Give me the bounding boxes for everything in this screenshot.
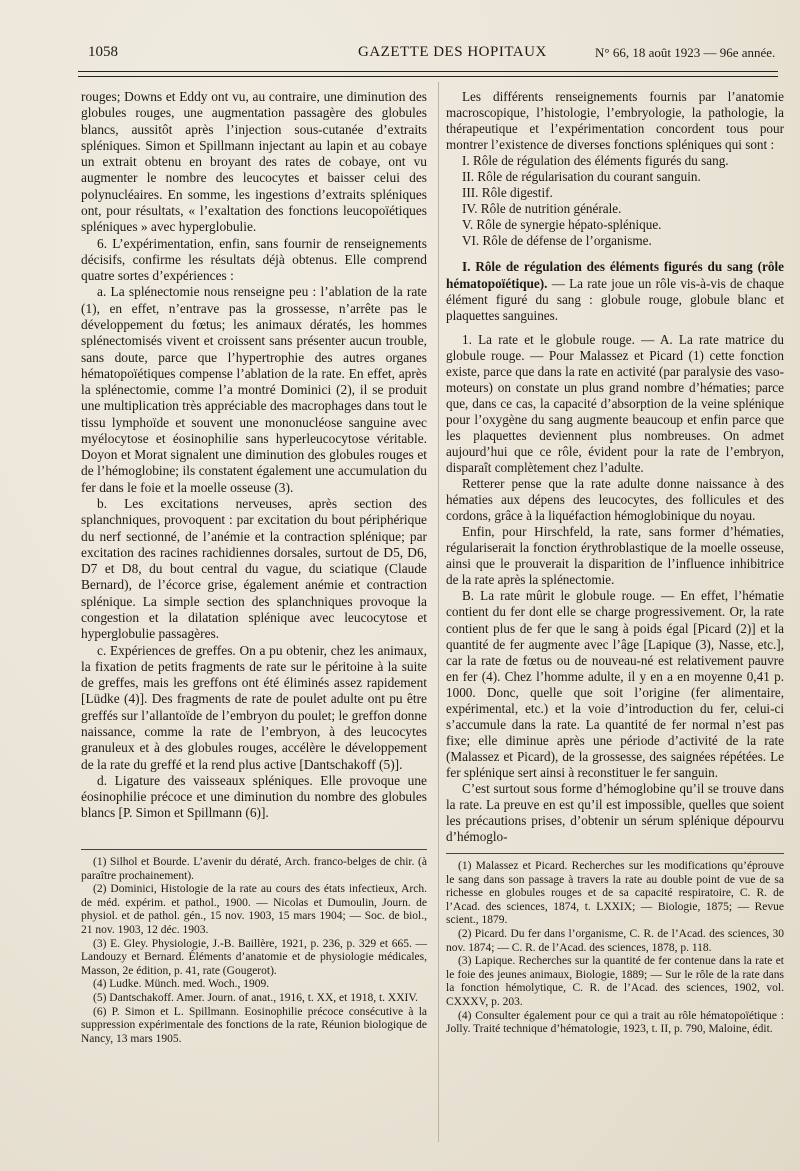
- footnote: (1) Silhol et Bourde. L’avenir du dératé, Arch. franco-belges de chir. (à paraître prochainement).: [81, 856, 427, 882]
- paragraph: B. La rate mûrit le globule rouge. — En effet, l’hématie contient du fer dont elle se charge progressivement. Or, la rate contient plus de fer que le sang à poids égal [Picard (2)] et la quantité de fer augmente avec l’âge [Lapique (3), Nasse, etc.], car la rate de fœtus ou de nouveau-né est relativement pauvre en fer (4). Chez l’homme adulte, il y en a en moyenne 0,41 p. 1000. Donc, quelle que soit l’origine (fer alimentaire, expérimental, etc.) et la voie d’introduction du fer, celui-ci s’accumule dans la rate. La quantité de fer normal n’est pas fixe; elle diminue après une période d’activité de la rate (Malassez et Picard), de la grossesse, des saignées répétées. Le fer splénique sert ainsi à reconstituer le fer sanguin.: [446, 588, 784, 780]
- journal-title: GAZETTE DES HOPITAUX: [358, 44, 547, 60]
- list-item: I. Rôle de régulation des éléments figurés du sang.: [462, 153, 729, 169]
- paragraph: Retterer pense que la rate adulte donne naissance à des hématies aux dépens des leucocytes, des follicules et des cordons, grâce à la liquéfaction hémoglobinique du noyau.: [446, 476, 784, 524]
- footnote: (2) Dominici, Histologie de la rate au cours des états infectieux, Arch. de méd. expérim. et pathol., 1900. — Nicolas et Dumoulin, Journ. de physiol. et de pathol. gén., 15 nov. 1903, 15 mars 1904; — Soc. de biol., 21 nov. 1903, 12 déc. 1903.: [81, 883, 427, 936]
- function-list: [446, 153, 784, 249]
- paragraph: C’est surtout sous forme d’hémoglobine qu’il se trouve dans la rate. La preuve en est qu’il est impossible, quelles que soient les précautions prises, d’obtenir un sérum splénique dépourvu d’hémoglo-: [446, 780, 784, 845]
- footnote: (3) E. Gley. Physiologie, J.-B. Baillère, 1921, p. 236, p. 329 et 665. — Landouzy et Bernard. Éléments d’anatomie et de physiologie médicales, Masson, 2e édition, p. 41, rate (Gougerot).: [81, 937, 427, 977]
- footnotes-right: [446, 860, 784, 1037]
- section-paragraph: [446, 259, 784, 323]
- list-item: III. Rôle digestif.: [462, 185, 553, 201]
- page-number: 1058: [88, 44, 118, 60]
- right-column: [446, 89, 784, 845]
- footnotes-left: [81, 856, 427, 1046]
- column-separator: [438, 82, 439, 1142]
- footnote: (6) P. Simon et L. Spillmann. Eosinophilie précoce consécutive à la suppression expérimentale des fonctions de la rate, Réunion biologique de Nancy, 13 mars 1905.: [81, 1005, 427, 1045]
- page-header: [88, 44, 778, 66]
- footnote: (2) Picard. Du fer dans l’organisme, C. R. de l’Acad. des sciences, 30 nov. 1874; — C. R. de l’Acad. des sciences, 1878, p. 118.: [446, 927, 784, 954]
- paragraph: b. Les excitations nerveuses, après section des splanchniques, provoquent : par excitation du bout périphérique du nerf sectionné, de l’anémie et la contraction splénique; par excitation des racines rachidiennes dorsales, surtout de D5, D6, D7 et D8, du bout central du vague, du sciatique (Claude Bernard), de l’écorce grise, également anémie et contraction splénique. La simple section des splanchniques provoque la congestion et la dilatation splénique avec leucocytose et hyperglobulie passagères.: [81, 496, 427, 642]
- footnote: (5) Dantschakoff. Amer. Journ. of anat., 1916, t. XX, et 1918, t. XXIV.: [93, 991, 419, 1004]
- paragraph: a. La splénectomie nous renseigne peu : l’ablation de la rate (1), en effet, n’entrave pas la grossesse, n’arrête pas le développement du fœtus; les animaux dératés, les hommes splénectomisés vivent et croissent sans présenter aucun trouble, sans doute, parce que l’hypertrophie des autres organes hématopoïétiques compense l’ablation de la rate. En effet, après la splénectomie, comme l’a montré Dominici (2), il se produit une multiplication très appréciable des macrophages dans tout le tissu lymphoïde et souvent une mononucléose sanguine avec myélocytose et éosinophilie sans hyperleucocytose véritable. Doyon et Morat signalent une diminution des globules rouges et de l’hémoglobine; ils constatent également une accumulation du fer dans le foie et la moelle osseuse (3).: [81, 284, 427, 495]
- list-item: V. Rôle de synergie hépato-splénique.: [462, 217, 662, 233]
- section-title: I. Rôle de régulation des éléments figurés du sang (rôle hématopoïétique).: [446, 259, 784, 291]
- left-column: [81, 89, 427, 822]
- intro-paragraph: Les différents renseignements fournis par l’anatomie macroscopique, l’histologie, l’embryologie, la pathologie, la thérapeutique et l’expérimentation concordent tous pour montrer l’existence de diverses fonctions spléniques qui sont :: [446, 89, 784, 153]
- footnote: (4) Consulter également pour ce qui a trait au rôle hématopoïétique : Jolly. Traité technique d’hématologie, 1923, t. II, p. 790, Maloine, édit.: [446, 1009, 784, 1036]
- list-item: IV. Rôle de nutrition générale.: [462, 201, 622, 217]
- header-rule-thin: [78, 76, 778, 77]
- section-intro: — La rate joue un rôle vis-à-vis de chaque élément figuré du sang : globule rouge, globule blanc et plaquettes sanguines.: [446, 275, 784, 323]
- paragraph: 1. La rate et le globule rouge. — A. La rate matrice du globule rouge. — Pour Malassez et Picard (1) cette fonction existe, parce que dans la rate en activité (par paralysie des vaso-moteurs) on constate un plus grand nombre d’hématies; parce que, dans ce cas, la capacité d’absorption de la veine splénique pour l’oxygène du sang augmente beaucoup et enfin parce que les plaquettes deviennent plus nombreuses. On admet aujourd’hui que ce rôle, évident pour la rate de l’embryon, disparaît complètement chez l’adulte.: [446, 331, 784, 476]
- footnote: (4) Ludke. Münch. med. Woch., 1909.: [93, 978, 270, 991]
- footnote-rule: [81, 849, 427, 850]
- header-rule: [78, 71, 778, 72]
- paragraph: rouges; Downs et Eddy ont vu, au contraire, une diminution des globules rouges, une augmentation passagère des globules blancs, aussitôt après l’injection sous-cutanée d’extraits spléniques. Simon et Spillmann injectant au lapin et au cobaye un extrait obtenu en broyant des rates de cobaye, ont vu augmenter le nombre des leucocytes et baisser celui des polynucléaires. En somme, les ingestions d’extraits spléniques ont, pour résultats, « l’exaltation des fonctions leucopoïétiques spléniques » avec hyperglobulie.: [81, 89, 427, 235]
- list-item: II. Rôle de régularisation du courant sanguin.: [462, 169, 701, 185]
- footnote: (3) Lapique. Recherches sur la quantité de fer contenue dans la rate et le foie des jeunes animaux, Biologie, 1889; — Sur le rôle de la rate dans la fonction hémolytique, C. R. de l’Acad. des sciences, 1902, vol. CXXXV, p. 203.: [446, 955, 784, 1008]
- paragraph: c. Expériences de greffes. On a pu obtenir, chez les animaux, la fixation de petits fragments de rate sur le péritoine à la suite de greffes, mais les greffons ont été éliminés assez rapidement [Lüdke (4)]. Des fragments de rate de poulet adulte ont pu être greffés sur l’allantoïde de l’embryon du poulet; le greffon donne naissance, comme la rate de l’embryon, à des leucocytes granuleux et à des globules rouges, accélère le développement de la rate du greffé et la rend plus active [Dantschakoff (5)].: [81, 642, 427, 772]
- paragraph: d. Ligature des vaisseaux spléniques. Elle provoque une éosinophilie précoce et une diminution du nombre des globules blancs [P. Simon et Spillmann (6)].: [81, 772, 427, 821]
- list-item: VI. Rôle de défense de l’organisme.: [462, 233, 652, 249]
- paragraph: 6. L’expérimentation, enfin, sans fournir de renseignements décisifs, confirme les résultats déjà obtenus. Elle comprend quatre sortes d’expériences :: [81, 235, 427, 284]
- footnote-rule: [446, 853, 784, 854]
- issue-info: N° 66, 18 août 1923 — 96e année.: [595, 45, 776, 60]
- paragraph: Enfin, pour Hirschfeld, la rate, sans former d’hématies, régulariserait la fonction érythroblastique de la moelle osseuse, ainsi que le prouverait la disparition de l’influence inhibitrice de la rate après la splénectomie.: [446, 524, 784, 588]
- footnote: (1) Malassez et Picard. Recherches sur les modifications qu’éprouve le sang dans son passage à travers la rate au double point de vue de sa richesse en globules rouges et de sa capacité respiratoire, C. R. de l’Acad. des sciences, 1874, t. LXXIX; — Biologie, 1875; — Revue scient., 1879.: [446, 860, 784, 927]
